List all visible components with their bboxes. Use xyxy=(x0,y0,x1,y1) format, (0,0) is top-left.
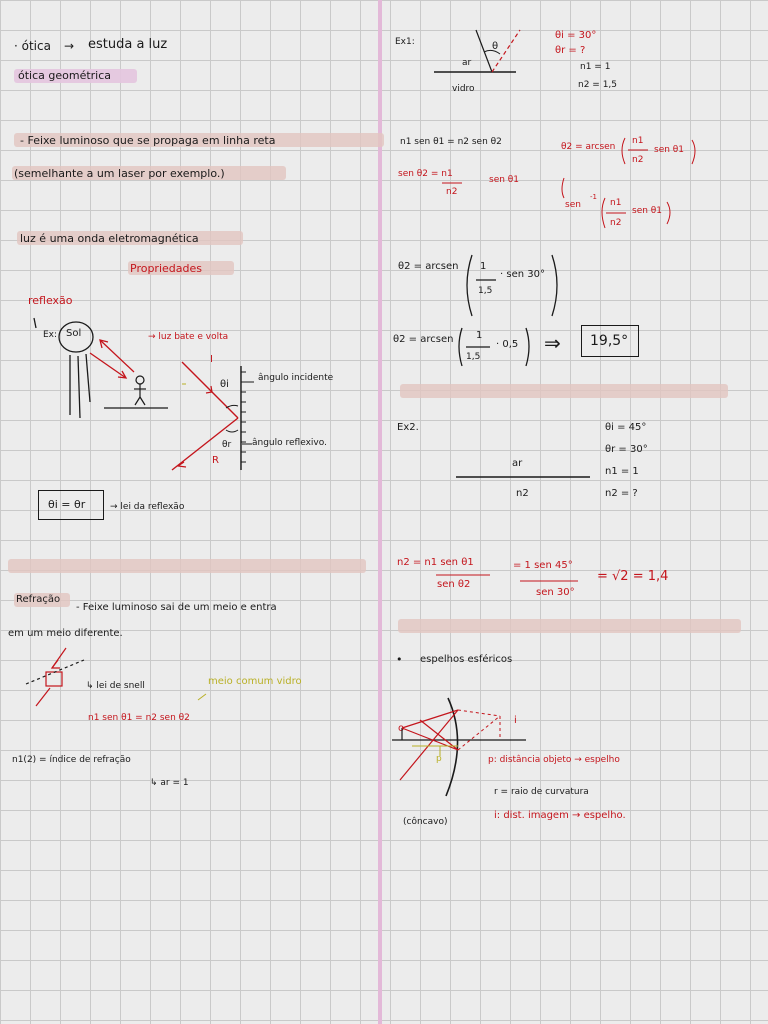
ex1-inverse-exp: -1 xyxy=(590,193,597,201)
person-icon xyxy=(104,376,168,408)
ex2-given-n1: n1 = 1 xyxy=(605,466,639,477)
properties-title: Propriedades xyxy=(130,262,202,275)
ex1-result: 19,5° xyxy=(590,333,629,349)
ex1-given-theta-r: θr = ? xyxy=(555,45,586,56)
mirrors-title-bullet: • xyxy=(396,653,403,666)
index-definition: n1(2) = índice de refração xyxy=(12,755,131,765)
ex2-result: = √2 = 1,4 xyxy=(597,569,669,584)
sun-label: Sol xyxy=(66,328,82,339)
ex2-calc-den: sen 30° xyxy=(536,587,575,598)
ex1-calc2-rhs: · 0,5 xyxy=(496,339,519,350)
bounce-note: → luz bate e volta xyxy=(148,332,229,342)
ex1-calc1-lhs: θ2 = arcsen xyxy=(398,261,459,272)
air-note: ↳ ar = 1 xyxy=(150,778,189,788)
ex1-calc2-den: 1,5 xyxy=(466,352,481,362)
mirror-p-definition: p: distância objeto → espelho xyxy=(488,755,620,765)
ex2-given-theta-i: θi = 45° xyxy=(605,422,647,433)
ex1-isolate-rhs: sen θ1 xyxy=(489,175,520,185)
ex2-formula-num: n2 = n1 sen θ1 xyxy=(397,557,474,568)
mirror-r-definition: r = raio de curvatura xyxy=(494,787,589,797)
reflected-angle-label: ângulo reflexivo. xyxy=(252,438,327,448)
ex1-inverse-rhs: sen θ1 xyxy=(632,206,663,216)
ex1-calc1-rhs: · sen 30° xyxy=(500,269,545,280)
ex2-given-n2: n2 = ? xyxy=(605,488,638,499)
beam-definition-1: - Feixe luminoso que se propaga em linha reta xyxy=(20,134,276,147)
em-wave-text: luz é uma onda eletromagnética xyxy=(20,232,199,245)
ex1-glass-label: vidro xyxy=(452,84,475,94)
arrow-icon: → xyxy=(64,39,75,53)
ex1-snell: n1 sen θ1 = n2 sen θ2 xyxy=(400,137,502,147)
ex1-arcsen-rhs: sen θ1 xyxy=(654,145,685,155)
mirror-p-label: p xyxy=(436,754,442,764)
mirrors-title: espelhos esféricos xyxy=(420,654,513,665)
ex2-n2-label: n2 xyxy=(516,488,529,499)
ex1-given-n2: n2 = 1,5 xyxy=(578,80,618,90)
incident-angle-label: ângulo incidente xyxy=(258,373,334,383)
ex1-isolate-lhs: sen θ2 = n1 xyxy=(398,169,453,179)
theta-r-label: θr xyxy=(222,440,232,450)
mirror-object-label: o xyxy=(398,723,405,734)
geometric-title: ótica geométrica xyxy=(18,69,112,82)
beam-definition-2: (semelhante a um laser por exemplo.) xyxy=(14,167,225,180)
sun-ray-arrows xyxy=(90,340,134,378)
reflected-marker: R xyxy=(212,455,219,466)
optica-term: · ótica xyxy=(14,39,51,53)
ex1-diagram xyxy=(434,30,520,72)
refraction-desc-2: em um meio diferente. xyxy=(8,628,123,639)
ex2-formula-den: sen θ2 xyxy=(437,579,471,590)
refraction-title: Refração xyxy=(16,594,61,605)
ex2-calc-num: = 1 sen 45° xyxy=(513,560,573,571)
ex1-arcsen-den: n2 xyxy=(632,155,644,165)
mirror-diagram xyxy=(172,362,254,470)
concave-mirror-diagram xyxy=(392,698,526,796)
snell-formula: n1 sen θ1 = n2 sen θ2 xyxy=(88,713,190,723)
ex2-given-theta-r: θr = 30° xyxy=(605,444,648,455)
ex1-inverse-num: n1 xyxy=(610,198,622,208)
mirror-concave-label: (côncavo) xyxy=(403,817,448,827)
ex1-calc2-num: 1 xyxy=(476,330,483,341)
ex1-calc1-num: 1 xyxy=(480,261,487,272)
optica-definition: estuda a luz xyxy=(88,37,168,52)
sun-icon xyxy=(34,318,93,418)
ex1-inverse-lhs: sen xyxy=(565,200,581,210)
example-label: Ex: xyxy=(43,330,58,340)
ex1-isolate-den: n2 xyxy=(446,187,458,197)
ex1-theta-diagram: θ xyxy=(492,41,499,52)
ex2-label: Ex2. xyxy=(397,422,419,433)
ex1-calc1-den: 1,5 xyxy=(478,286,493,296)
refraction-desc-1: - Feixe luminoso sai de um meio e entra xyxy=(76,602,277,613)
ex1-given-theta-i: θi = 30° xyxy=(555,30,597,41)
ex1-arcsen-num: n1 xyxy=(632,136,644,146)
snell-label: ↳ lei de snell xyxy=(86,681,145,691)
ex1-given-n1: n1 = 1 xyxy=(580,62,611,72)
ex1-inverse-den: n2 xyxy=(610,218,622,228)
ex1-air-label: ar xyxy=(462,58,472,68)
refraction-sketch xyxy=(26,648,84,706)
theta-i-label: θi xyxy=(220,379,229,390)
ex1-calc2-lhs: θ2 = arcsen xyxy=(393,334,454,345)
reflection-title: reflexão xyxy=(28,294,73,307)
vacuum-note: meio comum vidro xyxy=(208,676,302,687)
ex1-arcsen-lhs: θ2 = arcsen xyxy=(561,142,616,152)
mirror-i-definition: i: dist. imagem → espelho. xyxy=(494,810,626,821)
ex1-label: Ex1: xyxy=(395,37,415,47)
law-box-text: θi = θr xyxy=(48,498,86,511)
mirror-image-label: i xyxy=(514,715,517,726)
law-text: → lei da reflexão xyxy=(110,502,185,512)
incident-marker: I xyxy=(210,354,213,365)
ex2-air-label: ar xyxy=(512,458,523,469)
ex1-implies-arrow: ⇒ xyxy=(544,331,561,355)
